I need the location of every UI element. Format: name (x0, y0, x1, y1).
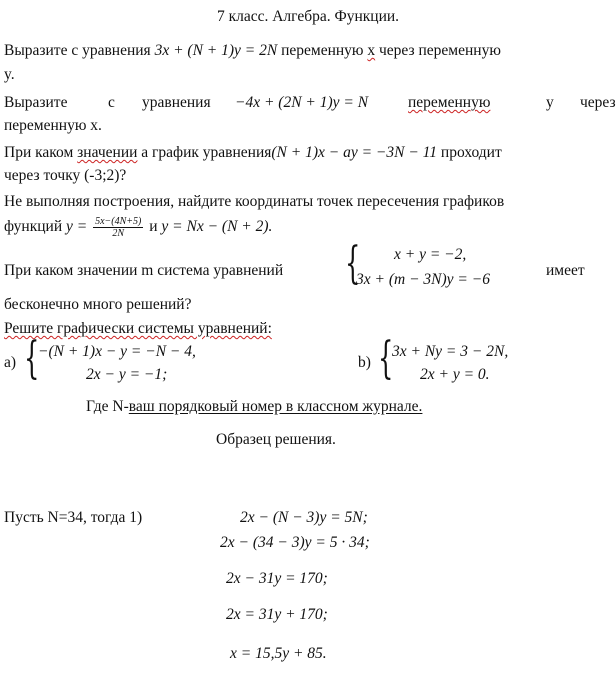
task1-suffix: через переменную (375, 42, 501, 59)
task2-w1: Выразите (4, 94, 68, 111)
task4-line2 (4, 214, 272, 240)
task4-conj: и (145, 218, 162, 235)
task1-line1 (4, 42, 501, 60)
task2-w5: y (546, 94, 554, 111)
task2-w6: через (580, 94, 616, 111)
task2-w3: уравнения (142, 94, 211, 111)
task3-word: значении (77, 144, 138, 161)
task1-prefix: Выразите с уравнения (4, 42, 155, 59)
task6-b-eq2: 2x + y = 0. (420, 366, 490, 383)
note-line (86, 398, 422, 416)
task3-mid: a график уравнения (137, 144, 272, 161)
task6-b-label: b) (358, 354, 371, 371)
task5-suffix: имеет (546, 262, 585, 279)
task2-equation: −4x + (2N + 1)y = N (235, 94, 369, 111)
sample-step-4: 2x = 31y + 170; (226, 606, 328, 623)
task6-b-eq1: 3x + Ny = 3 − 2N, (392, 343, 509, 360)
task3-equation: (N + 1)x − ay = −3N − 11 (271, 144, 438, 161)
task4-eq2: y = Nx − (N + 2). (161, 218, 273, 235)
task6-a-eq2: 2x − y = −1; (86, 366, 168, 383)
sample-heading: Образец решения. (216, 431, 336, 448)
task2-w4: переменную (408, 94, 491, 111)
sample-step-5: x = 15,5y + 85. (230, 645, 327, 662)
task1-var: x (367, 42, 376, 59)
task6-heading: Решите графически системы уравнений: (4, 320, 272, 337)
note-prefix: Где N- (86, 398, 129, 415)
document-title: 7 класс. Алгебра. Функции. (216, 8, 400, 25)
task6-b-brace: { (378, 333, 394, 384)
task2-line2: переменную x. (4, 117, 102, 134)
sample-intro: Пусть N=34, тогда 1) (4, 509, 143, 526)
task4-line1: Не выполняя построения, найдите координаты точек пересечения графиков (4, 193, 505, 210)
task1-middle: переменную (277, 42, 368, 59)
task3-prefix: При каком (4, 144, 78, 161)
task3-line1 (4, 144, 502, 162)
task3-line2: через точку (-3;2)? (4, 167, 127, 184)
task6-a-brace: { (24, 333, 40, 384)
task5-brace: { (345, 238, 361, 289)
task4-prefix: функций (4, 218, 66, 235)
task6-a-label: а) (4, 354, 17, 371)
task4-frac-num: 5x−(4N+5) (95, 215, 142, 227)
sample-step-3: 2x − 31y = 170; (226, 570, 328, 587)
task1-line2: y. (4, 66, 15, 83)
task1-equation: 3x + (N + 1)y = 2N (154, 42, 278, 59)
task3-suffix: проходит (437, 144, 502, 161)
task5-line2: бесконечно много решений? (4, 296, 192, 313)
task5-eq2: 3x + (m − 3N)y = −6 (356, 271, 490, 288)
note-underlined: ваш порядковый номер в классном журнале. (128, 398, 423, 415)
task5-prefix: При каком значении m система уравнений (4, 262, 284, 279)
sample-step-1: 2x − (N − 3)y = 5N; (240, 509, 368, 526)
task4-frac-den: 2N (112, 227, 125, 239)
task6-a-eq1: −(N + 1)x − y = −N − 4, (38, 343, 196, 360)
task5-eq1: x + y = −2, (394, 246, 467, 263)
task4-fraction (93, 216, 143, 239)
task2-w2: с (108, 94, 115, 111)
task4-yeq: y = (66, 218, 92, 235)
sample-step-2: 2x − (34 − 3)y = 5 · 34; (220, 534, 370, 551)
